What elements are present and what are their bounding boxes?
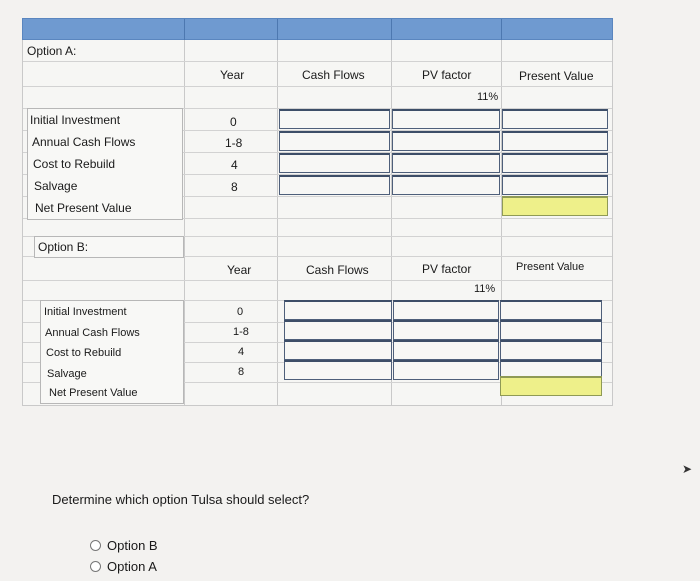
radio-button-icon[interactable] bbox=[90, 561, 101, 572]
option-b-rate: 11% bbox=[474, 283, 496, 295]
option-a-pvfactor-input-3[interactable] bbox=[392, 153, 500, 173]
option-a-presentvalue-header: Present Value bbox=[519, 69, 594, 83]
option-a-label-npv: Net Present Value bbox=[35, 201, 132, 215]
option-a-year-4: 4 bbox=[231, 158, 238, 172]
option-a-pv-input-1[interactable] bbox=[502, 109, 608, 129]
option-a-pvfactor-input-2[interactable] bbox=[392, 131, 500, 151]
option-a-label-initial-investment: Initial Investment bbox=[30, 113, 121, 127]
option-b-label-salvage: Salvage bbox=[47, 368, 87, 380]
option-a-year-8: 8 bbox=[231, 180, 238, 194]
option-b-label-annual-cash-flows: Annual Cash Flows bbox=[45, 327, 140, 339]
option-a-title: Option A: bbox=[27, 44, 77, 58]
option-b-pvfactor-input-2[interactable] bbox=[393, 320, 499, 340]
option-b-pvfactor-header: PV factor bbox=[422, 262, 472, 276]
spreadsheet bbox=[22, 18, 613, 406]
option-b-cashflow-input-1[interactable] bbox=[284, 300, 392, 320]
option-a-npv-input[interactable] bbox=[502, 196, 608, 216]
option-b-cashflows-header: Cash Flows bbox=[306, 263, 369, 277]
radio-button-icon[interactable] bbox=[90, 540, 101, 551]
option-b-year-8: 8 bbox=[238, 366, 245, 378]
option-b-cashflow-input-2[interactable] bbox=[284, 320, 392, 340]
option-b-pv-input-1[interactable] bbox=[500, 300, 602, 320]
choice-option-a-label: Option A bbox=[107, 559, 157, 574]
option-a-cashflow-input-1[interactable] bbox=[279, 109, 390, 129]
choice-option-b-label: Option B bbox=[107, 538, 158, 553]
option-b-label-cost-to-rebuild: Cost to Rebuild bbox=[46, 347, 122, 359]
option-a-label-annual-cash-flows: Annual Cash Flows bbox=[32, 135, 136, 149]
option-a-pvfactor-input-1[interactable] bbox=[392, 109, 500, 129]
mouse-cursor-icon: ➤ bbox=[682, 462, 693, 476]
option-a-pvfactor-input-4[interactable] bbox=[392, 175, 500, 195]
option-b-cashflow-input-3[interactable] bbox=[284, 340, 392, 360]
option-b-year-0: 0 bbox=[237, 306, 244, 318]
option-b-label-initial-investment: Initial Investment bbox=[44, 306, 127, 318]
option-a-cashflow-input-4[interactable] bbox=[279, 175, 390, 195]
question-text: Determine which option Tulsa should select? bbox=[52, 492, 310, 507]
option-a-year-1-8: 1-8 bbox=[225, 136, 243, 150]
option-a-cashflows-header: Cash Flows bbox=[302, 68, 365, 82]
option-b-title: Option B: bbox=[38, 240, 89, 254]
option-b-pv-input-2[interactable] bbox=[500, 320, 602, 340]
option-b-year-header: Year bbox=[227, 263, 252, 277]
option-a-cashflow-input-3[interactable] bbox=[279, 153, 390, 173]
choice-option-b[interactable] bbox=[90, 538, 158, 553]
option-b-pvfactor-input-1[interactable] bbox=[393, 300, 499, 320]
option-a-pv-input-3[interactable] bbox=[502, 153, 608, 173]
option-a-label-cost-to-rebuild: Cost to Rebuild bbox=[33, 157, 116, 171]
option-b-year-4: 4 bbox=[238, 346, 245, 358]
option-a-pvfactor-header: PV factor bbox=[422, 68, 472, 82]
option-b-year-1-8: 1-8 bbox=[233, 326, 249, 338]
option-a-pv-input-2[interactable] bbox=[502, 131, 608, 151]
option-b-npv-input[interactable] bbox=[500, 376, 602, 396]
option-b-pvfactor-input-4[interactable] bbox=[393, 360, 499, 380]
option-b-pv-input-3[interactable] bbox=[500, 340, 602, 360]
option-b-label-npv: Net Present Value bbox=[49, 387, 138, 399]
choice-option-a[interactable] bbox=[90, 559, 157, 574]
option-b-pvfactor-input-3[interactable] bbox=[393, 340, 499, 360]
option-a-pv-input-4[interactable] bbox=[502, 175, 608, 195]
option-a-year-header: Year bbox=[220, 68, 245, 82]
option-a-label-salvage: Salvage bbox=[34, 179, 78, 193]
sheet-header-bar bbox=[22, 18, 613, 40]
option-b-cashflow-input-4[interactable] bbox=[284, 360, 392, 380]
option-a-rate: 11% bbox=[477, 91, 499, 103]
option-a-cashflow-input-2[interactable] bbox=[279, 131, 390, 151]
option-a-year-0: 0 bbox=[230, 115, 237, 129]
option-b-presentvalue-header: Present Value bbox=[516, 261, 585, 273]
